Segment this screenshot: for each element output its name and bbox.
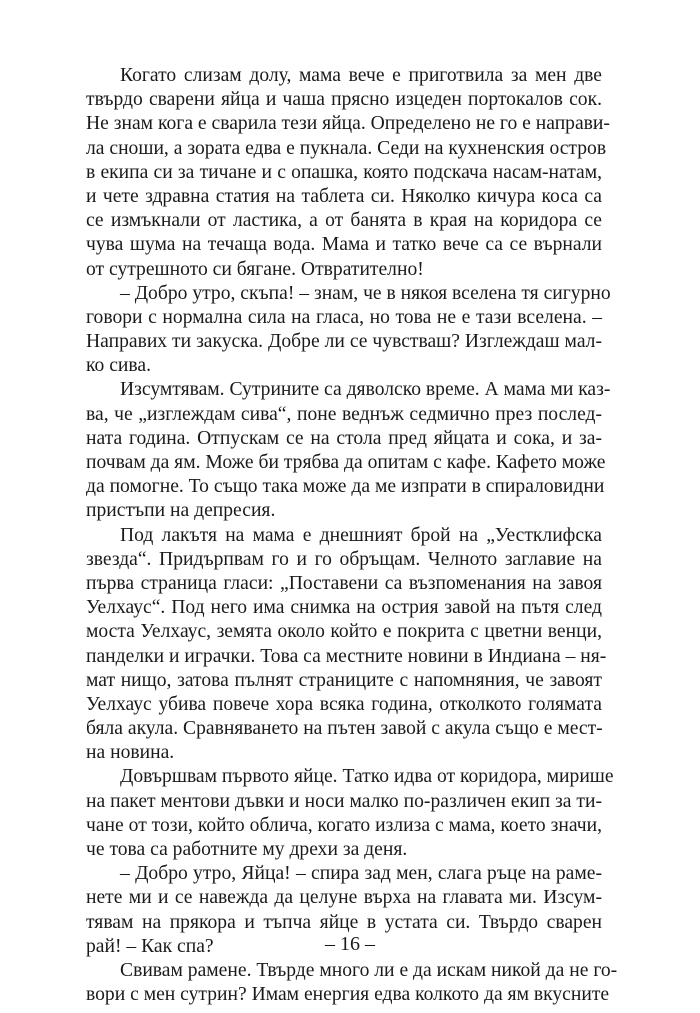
text-line: на новина. xyxy=(86,742,175,764)
text-line: Свивам рамене. Твърде много ли е да искам никой да не го- xyxy=(120,959,618,981)
text-line: почвам да ям. Може би трябва да опитам с кафе. Кафето може xyxy=(86,452,606,473)
text-line: Изсумтявам. Сутрините са дяволско време. А мама ми каз- xyxy=(120,379,611,401)
text-line: ната година. Отпускам се на стола пред яйцата и сока, и за- xyxy=(86,427,602,449)
text-line: нете ми и се навежда да целуне върха на главата ми. Изсум- xyxy=(86,887,602,909)
text-line: звезда“. Придърпвам го и го обръщам. Челното заглавие на xyxy=(86,548,602,570)
text-line: че това са работните му дрехи за деня. xyxy=(86,839,408,860)
text-line: твърдо сварени яйца и чаша прясно изцеден портокалов сок. xyxy=(86,89,602,111)
text-line: чане от този, който облича, когато излиза с мама, което значи, xyxy=(86,814,602,836)
text-line: Уелхаус убива повече хора всяка година, отколкото голямата xyxy=(86,693,602,715)
text-line: Когато слизам долу, мама вече е приготвила за мен две xyxy=(120,65,602,86)
text-line: панделки и играчки. Това са местните новини в Индиана – ня- xyxy=(86,645,607,667)
text-line: моста Уелхаус, земята около който е покрита с цветни венци, xyxy=(86,621,602,643)
text-line: Направих ти закуска. Добре ли се чувстваш? Изглеждаш мал- xyxy=(86,331,602,353)
text-line: ва, че „изглеждам сива“, поне веднъж седмично през послед- xyxy=(86,403,602,425)
text-line: и чете здравна статия на таблета си. Няколко кичура коса са xyxy=(86,185,602,207)
text-line: ко сива. xyxy=(86,355,151,377)
text-line: на пакет ментови дъвки и носи малко по-различен екип за ти- xyxy=(86,790,602,812)
page-number: – 16 – xyxy=(325,933,375,955)
text-line: мат нищо, затова пълнят страниците с напомняния, че завоят xyxy=(86,669,602,691)
text-line: първа страница гласи: „Поставени са възпоменания на завоя xyxy=(86,572,602,594)
text-line: да помогне. То също така може да ме изпрати в спираловидни xyxy=(86,476,605,498)
text-line: в екипа си за тичане и с опашка, която подскача насам-натам, xyxy=(86,161,602,183)
text-line: тявам на прякора и тъпча яйце в устата си. Твърдо сварен xyxy=(86,911,602,933)
text-line: от сутрешното си бягане. Отвратително! xyxy=(86,258,424,280)
text-line: Довършвам първото яйце. Татко идва от коридора, мирише xyxy=(120,766,614,788)
text-line: рай! – Как спа? xyxy=(86,935,214,957)
text-line: – Добро утро, Яйца! – спира зад мен, слага ръце на раме- xyxy=(120,863,602,885)
text-line: бяла акула. Сравняването на пътен завой с акула също е мест- xyxy=(86,718,603,740)
text-line: Не знам кога е сварила тези яйца. Определено не го е направи- xyxy=(86,113,610,135)
body-text xyxy=(86,64,618,1007)
text-line: се измъкнали от ластика, а от банята в края на коридора се xyxy=(86,210,602,232)
text-line: пристъпи на депресия. xyxy=(86,500,276,522)
text-line: Под лакътя на мама е днешният брой на „Уестклифска xyxy=(120,524,602,546)
text-line: вори с мен сутрин? Имам енергия едва колкото да ям вкусните xyxy=(86,984,610,1006)
text-line: – Добро утро, скъпа! – знам, че в някоя вселена тя сигурно xyxy=(120,282,611,304)
text-line: ла сноши, а зората едва е пукнала. Седи на кухненския остров xyxy=(86,137,607,159)
text-line: Уелхаус“. Под него има снимка на острия завой на пътя след xyxy=(86,597,602,619)
text-line: чува шума на течаща вода. Мама и татко вече са се върнали xyxy=(86,234,602,256)
text-line: говори с нормална сила на гласа, но това не е тази вселена. – xyxy=(86,306,602,328)
